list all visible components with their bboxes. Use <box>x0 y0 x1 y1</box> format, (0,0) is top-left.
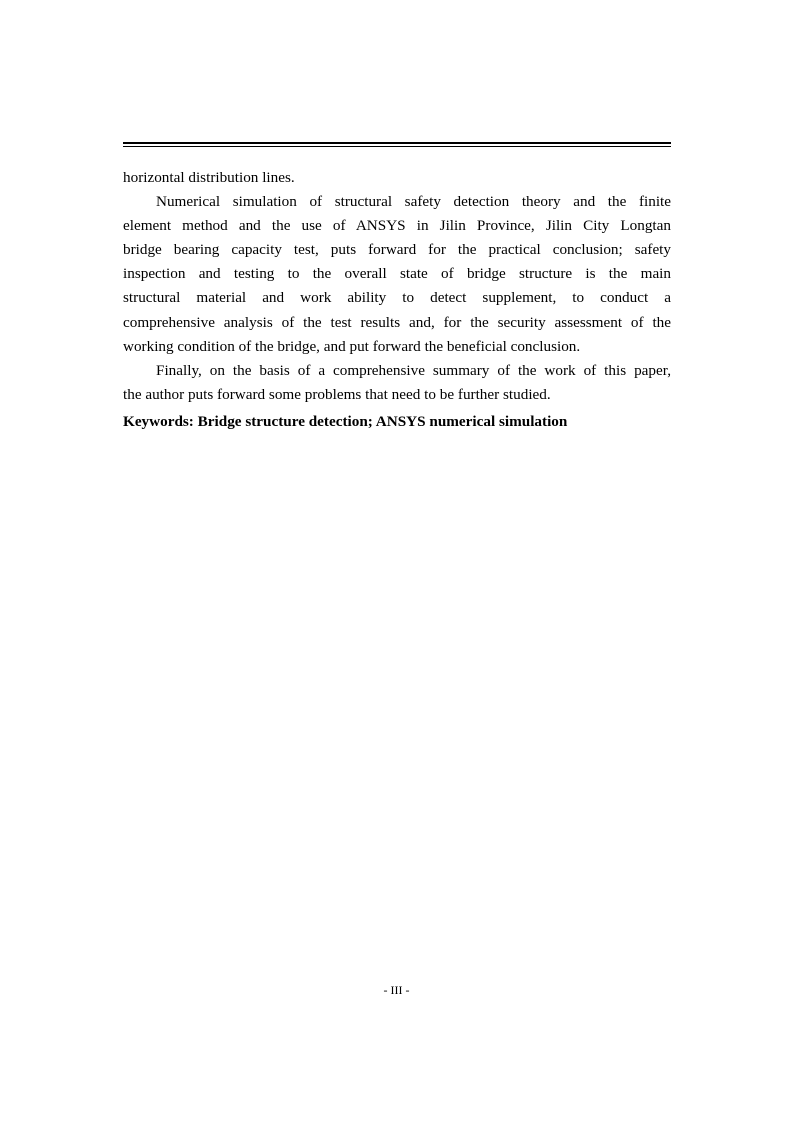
paragraph-line: bridge bearing capacity test, puts forward for the practical conclusion; safety <box>123 241 671 259</box>
paragraph-line: horizontal distribution lines. <box>123 169 295 186</box>
paragraph-line: comprehensive analysis of the test results and, for the security assessment of the <box>123 313 671 331</box>
paragraph-line: structural material and work ability to detect supplement, to conduct a <box>123 289 671 307</box>
header-rule-thick <box>123 142 671 144</box>
paragraph-line: element method and the use of ANSYS in Jilin Province, Jilin City Longtan <box>123 217 671 235</box>
paragraph-line: Finally, on the basis of a comprehensive summary of the work of this paper, <box>156 361 671 379</box>
abstract-body <box>123 166 671 434</box>
paragraph-line: inspection and testing to the overall state of bridge structure is the main <box>123 265 671 283</box>
keywords-line: Keywords: Bridge structure detection; ANSYS numerical simulation <box>123 412 568 430</box>
page-number: - III - <box>383 983 410 997</box>
paragraph-line: the author puts forward some problems that need to be further studied. <box>123 385 551 403</box>
paragraph-line: Numerical simulation of structural safety detection theory and the finite <box>156 193 671 211</box>
paragraph-line: working condition of the bridge, and put forward the beneficial conclusion. <box>123 337 581 355</box>
header-rule-thin <box>123 146 671 147</box>
